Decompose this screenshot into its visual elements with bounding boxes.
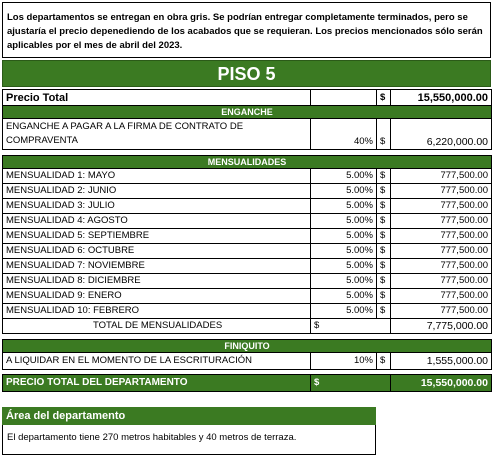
mensualidad-row	[3, 259, 492, 274]
precio-total-departamento-row	[3, 375, 492, 392]
mensualidad-percent: 5.00%	[311, 304, 377, 319]
mensualidad-percent: 5.00%	[311, 229, 377, 244]
total-mensualidades-label: TOTAL DE MENSUALIDADES	[3, 319, 311, 334]
precio-total-row	[3, 90, 492, 106]
enganche-header-row	[3, 106, 492, 119]
precio-total-label: Precio Total	[3, 90, 311, 106]
enganche-amount: 6,220,000.00	[391, 119, 492, 150]
finiquito-label: A LIQUIDAR EN EL MOMENTO DE LA ESCRITURACIÓN	[3, 353, 311, 370]
mensualidad-currency: $	[377, 274, 391, 289]
mensualidad-row	[3, 199, 492, 214]
mensualidad-amount: 777,500.00	[391, 184, 492, 199]
mensualidad-amount: 777,500.00	[391, 304, 492, 319]
mensualidad-row	[3, 169, 492, 184]
mensualidad-percent: 5.00%	[311, 244, 377, 259]
area-text: El departamento tiene 270 metros habitables y 40 metros de terraza.	[2, 425, 376, 455]
enganche-label	[3, 119, 311, 150]
enganche-row	[3, 119, 492, 150]
total-mensualidades-row	[3, 319, 492, 334]
finiquito-currency: $	[377, 353, 391, 370]
finiquito-percent: 10%	[311, 353, 377, 370]
mensualidad-currency: $	[377, 214, 391, 229]
finiquito-header-row	[3, 340, 492, 353]
mensualidad-row	[3, 184, 492, 199]
mensualidad-label: MENSUALIDAD 9: ENERO	[3, 289, 311, 304]
enganche-header: ENGANCHE	[3, 106, 492, 119]
finiquito-row	[3, 353, 492, 370]
mensualidad-label: MENSUALIDAD 5: SEPTIEMBRE	[3, 229, 311, 244]
enganche-currency: $	[377, 119, 391, 150]
pricing-note: Los departamentos se entregan en obra gris. Se podrían entregar completamente terminados, pero se ajustaría el precio depenediendo de los acabados que se requieran. Los precios mencionados sólo serán aplicables por el mes de abril del 2023.	[2, 2, 491, 58]
precio-total-currency: $	[377, 90, 391, 106]
total-mensualidades-amount: 7,775,000.00	[391, 319, 492, 334]
mensualidad-currency: $	[377, 229, 391, 244]
mensualidad-percent: 5.00%	[311, 259, 377, 274]
floor-title: PISO 5	[2, 60, 491, 87]
enganche-label-line2: COMPRAVENTA	[6, 135, 78, 146]
finiquito-header: FINIQUITO	[3, 340, 492, 353]
mensualidad-label: MENSUALIDAD 8: DICIEMBRE	[3, 274, 311, 289]
mensualidad-percent: 5.00%	[311, 289, 377, 304]
mensualidad-amount: 777,500.00	[391, 199, 492, 214]
mensualidad-row	[3, 304, 492, 319]
mensualidad-amount: 777,500.00	[391, 274, 492, 289]
enganche-percent: 40%	[311, 119, 377, 150]
mensualidad-currency: $	[377, 199, 391, 214]
mensualidad-percent: 5.00%	[311, 184, 377, 199]
mensualidad-currency: $	[377, 244, 391, 259]
precio-total-departamento-currency: $	[311, 375, 377, 392]
mensualidad-label: MENSUALIDAD 2: JUNIO	[3, 184, 311, 199]
precio-total-departamento-label: PRECIO TOTAL DEL DEPARTAMENTO	[3, 375, 311, 392]
mensualidad-currency: $	[377, 289, 391, 304]
mensualidad-percent: 5.00%	[311, 214, 377, 229]
mensualidad-currency: $	[377, 169, 391, 184]
mensualidad-row	[3, 244, 492, 259]
mensualidad-label: MENSUALIDAD 1: MAYO	[3, 169, 311, 184]
mensualidad-amount: 777,500.00	[391, 214, 492, 229]
total-mensualidades-currency: $	[311, 319, 377, 334]
mensualidades-header-row	[3, 156, 492, 169]
mensualidad-row	[3, 274, 492, 289]
mensualidad-currency: $	[377, 184, 391, 199]
mensualidad-currency: $	[377, 259, 391, 274]
precio-total-amount: 15,550,000.00	[391, 90, 492, 106]
mensualidad-label: MENSUALIDAD 6: OCTUBRE	[3, 244, 311, 259]
mensualidad-row	[3, 214, 492, 229]
finiquito-amount: 1,555,000.00	[391, 353, 492, 370]
mensualidad-row	[3, 289, 492, 304]
mensualidad-label: MENSUALIDAD 7: NOVIEMBRE	[3, 259, 311, 274]
mensualidades-header: MENSUALIDADES	[3, 156, 492, 169]
mensualidad-currency: $	[377, 304, 391, 319]
mensualidad-amount: 777,500.00	[391, 169, 492, 184]
mensualidad-amount: 777,500.00	[391, 229, 492, 244]
mensualidad-row	[3, 229, 492, 244]
mensualidad-amount: 777,500.00	[391, 244, 492, 259]
precio-total-departamento-amount: 15,550,000.00	[391, 375, 492, 392]
mensualidad-amount: 777,500.00	[391, 259, 492, 274]
mensualidad-amount: 777,500.00	[391, 289, 492, 304]
mensualidad-percent: 5.00%	[311, 199, 377, 214]
mensualidad-percent: 5.00%	[311, 169, 377, 184]
mensualidad-label: MENSUALIDAD 4: AGOSTO	[3, 214, 311, 229]
mensualidad-label: MENSUALIDAD 10: FEBRERO	[3, 304, 311, 319]
enganche-label-line1: ENGANCHE A PAGAR A LA FIRMA DE CONTRATO DE	[6, 121, 244, 132]
mensualidad-label: MENSUALIDAD 3: JULIO	[3, 199, 311, 214]
payment-table	[2, 89, 492, 392]
mensualidad-percent: 5.00%	[311, 274, 377, 289]
area-header: Área del departamento	[2, 407, 376, 425]
